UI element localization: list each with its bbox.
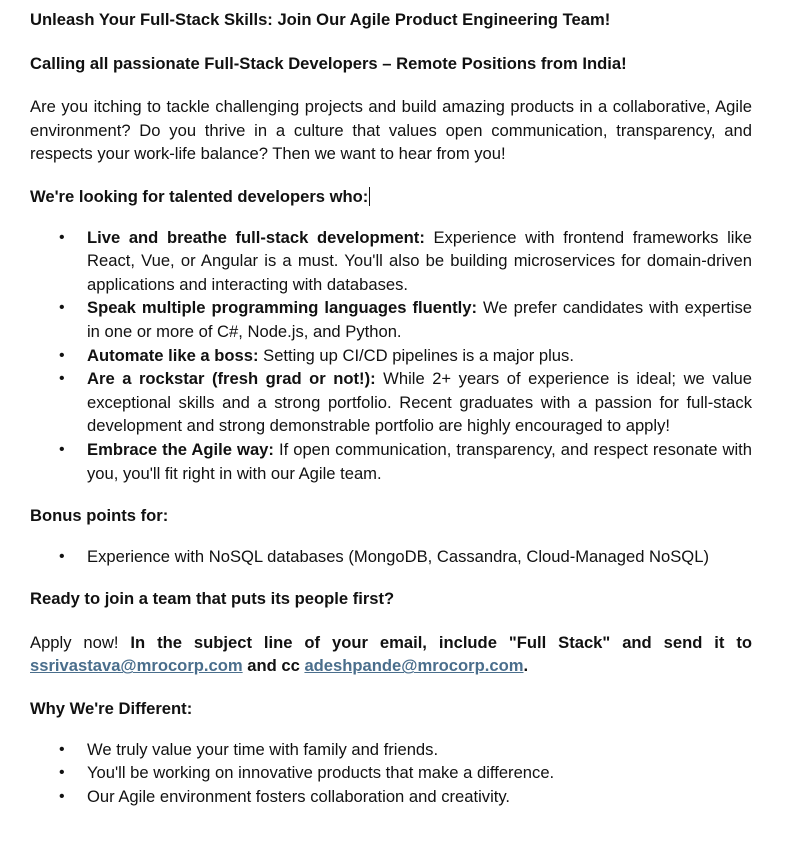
list-item xyxy=(30,367,752,438)
apply-suffix: . xyxy=(523,656,529,676)
why-different-heading: Why We're Different: xyxy=(30,699,193,719)
different-item-text: You'll be working on innovative products that make a difference. xyxy=(87,763,555,783)
requirements-list xyxy=(30,226,752,486)
job-posting-document xyxy=(30,8,752,808)
requirement-text: Experience with frontend frameworks like React, Vue, or Angular is a must. You'll also be building microservices for domain-driven applications and interacting with databases. xyxy=(87,227,752,294)
apply-prefix: Apply now! xyxy=(30,632,131,652)
list-item xyxy=(30,761,752,785)
requirement-lead: Speak multiple programming languages fluently: xyxy=(87,298,478,318)
list-item xyxy=(30,545,752,569)
bonus-list xyxy=(30,545,752,569)
intro-paragraph: Are you itching to tackle challenging projects and build amazing products in a collaborative, Agile environment? Do you thrive in a culture that values open communication, transparency, and respects your work-life balance? Then we want to hear from you! xyxy=(30,97,752,164)
page-subtitle: Calling all passionate Full-Stack Developers – Remote Positions from India! xyxy=(30,53,627,73)
bonus-heading: Bonus points for: xyxy=(30,506,169,526)
list-item xyxy=(30,438,752,485)
requirement-lead: Embrace the Agile way: xyxy=(87,439,274,459)
requirement-text: If open communication, transparency, and respect resonate with you, you'll fit right in with our Agile team. xyxy=(87,439,753,483)
requirement-text: While 2+ years of experience is ideal; we value exceptional skills and a strong portfolio. Recent graduates with a passion for full-stack development and strong demonstrable portfolio are highly encouraged to apply! xyxy=(87,369,752,436)
different-item-text: Our Agile environment fosters collaboration and creativity. xyxy=(87,786,511,806)
bullet-icon: • xyxy=(59,787,65,805)
primary-email-link[interactable]: ssrivastava@mrocorp.com xyxy=(30,656,243,676)
page-title: Unleash Your Full-Stack Skills: Join Our Agile Product Engineering Team! xyxy=(30,10,611,29)
bonus-item-text: Experience with NoSQL databases (MongoDB, Cassandra, Cloud-Managed NoSQL) xyxy=(87,546,709,566)
cc-email-link[interactable]: adeshpande@mrocorp.com xyxy=(304,656,524,676)
text-cursor xyxy=(369,187,370,206)
list-item xyxy=(30,738,752,762)
looking-for-heading xyxy=(30,185,752,209)
list-item xyxy=(30,344,752,368)
apply-paragraph xyxy=(30,631,752,678)
different-item-text: We truly value your time with family and friends. xyxy=(87,739,439,759)
bullet-icon: • xyxy=(59,370,65,388)
list-item xyxy=(30,785,752,809)
requirement-lead: Live and breathe full-stack development: xyxy=(87,227,425,247)
requirement-lead: Automate like a boss: xyxy=(87,345,259,365)
looking-for-heading-text: We're looking for talented developers who: xyxy=(30,186,369,206)
why-different-list xyxy=(30,738,752,809)
ready-heading: Ready to join a team that puts its people first? xyxy=(30,589,395,609)
bullet-icon: • xyxy=(59,740,65,758)
apply-cc-text: and cc xyxy=(242,656,305,676)
bullet-icon: • xyxy=(59,764,65,782)
list-item xyxy=(30,296,752,343)
bullet-icon: • xyxy=(59,547,65,565)
bullet-icon: • xyxy=(59,228,65,246)
requirement-text: We prefer candidates with expertise in one or more of C#, Node.js, and Python. xyxy=(87,298,753,341)
bullet-icon: • xyxy=(59,346,65,364)
requirement-text: Setting up CI/CD pipelines is a major plus. xyxy=(258,345,574,365)
bullet-icon: • xyxy=(59,440,65,458)
apply-instruction: In the subject line of your email, include "Full Stack" and send it to xyxy=(130,632,752,652)
bullet-icon: • xyxy=(59,299,65,317)
list-item xyxy=(30,226,752,297)
requirement-lead: Are a rockstar (fresh grad or not!): xyxy=(87,369,376,389)
